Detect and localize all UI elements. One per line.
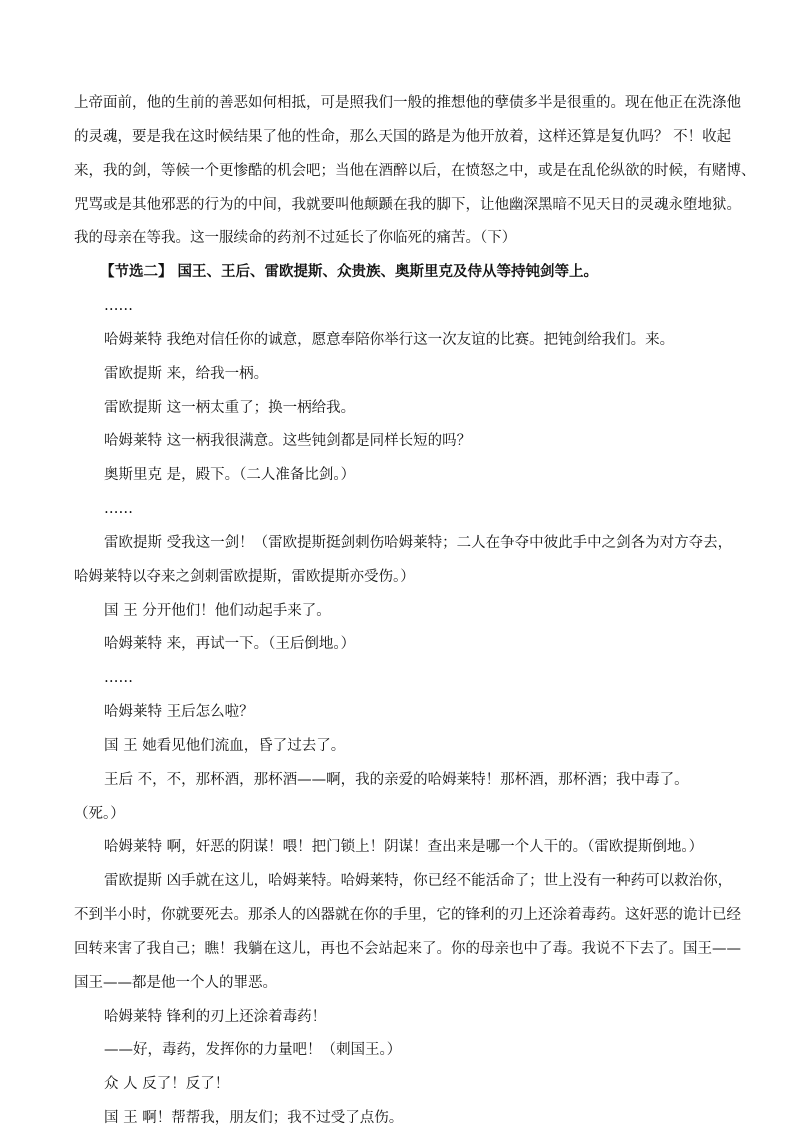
- dialogue-line: 雷欧提斯 凶手就在这儿，哈姆莱特。哈姆莱特，你已经不能活命了；世上没有一种药可以救治你，: [104, 873, 733, 889]
- dialogue-line: 国 王 分开他们！他们动起手来了。: [104, 603, 331, 619]
- dialogue-line: 众 人 反了！反了！: [104, 1076, 230, 1092]
- dialogue-line: 国 王 她看见他们流血，昏了过去了。: [104, 738, 346, 754]
- dialogue-line: 雷欧提斯 来，给我一柄。: [104, 366, 269, 382]
- dialogue-line: 哈姆莱特 锋利的刃上还涂着毒药！: [104, 1009, 327, 1025]
- dialogue-line: 哈姆莱特 这一柄我很满意。这些钝剑都是同样长短的吗？: [104, 433, 472, 449]
- ellipsis: ……: [104, 501, 133, 517]
- dialogue-line: 雷欧提斯 这一柄太重了；换一柄给我。: [104, 400, 356, 416]
- dialogue-line: 国 王 啊！帮帮我，朋友们；我不过受了点伤。: [104, 1110, 404, 1126]
- text-line: 咒骂或是其他邪恶的行为的中间，我就要叫他颠踬在我的脚下，让他幽深黑暗不见天日的灵魂永堕地狱。: [74, 197, 741, 213]
- dialogue-line: （死。）: [74, 806, 125, 822]
- ellipsis: ……: [104, 298, 133, 314]
- section-heading: 【节选二】 国王、王后、雷欧提斯、众贵族、奥斯里克及侍从等持钝剑等上。: [100, 263, 599, 280]
- dialogue-line: ——好，毒药，发挥你的力量吧！（刺国王。）: [104, 1042, 402, 1058]
- text-line: 来，我的剑，等候一个更惨酷的机会吧；当他在酒醉以后，在愤怒之中，或是在乱伦纵欲的时候，有赌博、: [74, 163, 756, 179]
- text-line: 的灵魂，要是我在这时候结果了他的性命，那么天国的路是为他开放着，这样还算是复仇吗？ 不！收起: [74, 129, 732, 145]
- dialogue-line: 哈姆莱特以夺来之剑刺雷欧提斯，雷欧提斯亦受伤。）: [74, 569, 415, 585]
- text-line: 我的母亲在等我。这一服续命的药剂不过延长了你临死的痛苦。（下）: [74, 230, 517, 246]
- dialogue-line: 王后 不，不，那杯酒，那杯酒——啊，我的亲爱的哈姆莱特！那杯酒，那杯酒；我中毒了。: [104, 772, 689, 788]
- dialogue-line: 雷欧提斯 受我这一剑！（雷欧提斯挺剑刺伤哈姆莱特；二人在争夺中彼此手中之剑各为对方夺去，: [104, 535, 733, 551]
- dialogue-line: 不到半小时，你就要死去。那杀人的凶器就在你的手里，它的锋利的刃上还涂着毒药。这奸恶的诡计已经: [74, 907, 741, 923]
- dialogue-line: 奥斯里克 是，殿下。（二人准备比剑。）: [104, 467, 356, 483]
- dialogue-line: 回转来害了我自己；瞧！我躺在这儿，再也不会站起来了。你的母亲也中了毒。我说不下去了。国王——: [74, 941, 741, 957]
- dialogue-line: 哈姆莱特 啊，奸恶的阴谋！喂！把门锁上！阴谋！查出来是哪一个人干的。（雷欧提斯倒地。）: [104, 839, 704, 855]
- dialogue-line: 哈姆莱特 王后怎么啦？: [104, 704, 254, 720]
- text-line: 上帝面前，他的生前的善恶如何相抵，可是照我们一般的推想他的孽债多半是很重的。现在他正在洗涤他: [74, 95, 741, 111]
- dialogue-line: 哈姆莱特 我绝对信任你的诚意，愿意奉陪你举行这一次友谊的比赛。把钝剑给我们。来。: [104, 332, 675, 348]
- ellipsis: ……: [104, 670, 133, 686]
- dialogue-line: 国王——都是他一个人的罪恶。: [74, 975, 277, 991]
- dialogue-line: 哈姆莱特 来，再试一下。（王后倒地。）: [104, 636, 356, 652]
